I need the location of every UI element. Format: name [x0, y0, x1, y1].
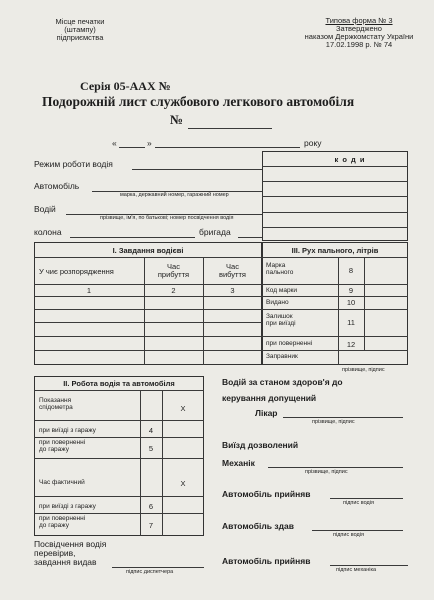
section3-title: III. Рух пального, літрів	[291, 246, 379, 255]
column-label: колона	[34, 227, 62, 237]
section1-table	[34, 242, 262, 365]
fuel-num-9: 9	[348, 286, 354, 295]
col-arrival: Час прибуття	[157, 262, 190, 279]
actual-time-x: X	[180, 479, 186, 488]
work-num-6: 6	[148, 502, 154, 511]
column-line[interactable]	[70, 237, 195, 238]
number-sign: №	[170, 112, 184, 127]
speedometer-x: X	[180, 404, 186, 413]
fuel-code-label: Код марки	[266, 287, 298, 294]
car-handed-hint: підпис водія	[333, 532, 364, 538]
car-accepted-2-line[interactable]	[330, 565, 408, 566]
waybill-number-line[interactable]	[188, 128, 272, 129]
fuel-return-label: при поверненні	[266, 340, 313, 347]
col-num-3: 3	[230, 286, 235, 295]
exit-allowed: Виїзд дозволений	[222, 440, 299, 450]
fuel-num-8: 8	[348, 266, 354, 275]
fuel-num-10: 10	[346, 298, 356, 307]
driver-mode-label: Режим роботи водія	[34, 159, 113, 169]
garage-exit-label-2: при виїзді з гаражу	[39, 503, 96, 510]
garage-return-label-2: при поверненні до гаражу	[39, 515, 86, 529]
table-row[interactable]	[34, 322, 262, 323]
car-accepted-2-label: Автомобіль прийняв	[222, 556, 311, 566]
car-accepted-label: Автомобіль прийняв	[222, 489, 311, 499]
mechanic-signature-line[interactable]	[268, 467, 403, 468]
date-month-line[interactable]	[155, 147, 300, 148]
col-num-1: 1	[86, 286, 92, 295]
fuel-num-12: 12	[346, 340, 356, 349]
work-num-7: 7	[148, 521, 154, 530]
table-row[interactable]	[34, 350, 262, 351]
brigade-line[interactable]	[238, 237, 262, 238]
car-label: Автомобіль	[34, 181, 80, 191]
doctor-hint: прізвище, підпис	[312, 419, 355, 425]
mechanic-hint: прізвище, підпис	[305, 469, 348, 475]
fuel-num-11: 11	[347, 318, 355, 327]
dispatcher-signature-line[interactable]	[112, 567, 204, 568]
driver-label: Водій	[34, 204, 56, 214]
doctor-label: Лікар	[255, 408, 278, 418]
refueler-label: Заправник	[266, 353, 298, 360]
car-handed-line[interactable]	[312, 530, 403, 531]
work-num-5: 5	[148, 444, 154, 453]
series-label: Серія 05-ААХ №	[80, 79, 171, 93]
garage-exit-label: при виїзді з гаражу	[39, 427, 96, 434]
driver-mode-line[interactable]	[132, 169, 262, 170]
stamp-place: Місце печатки (штампу) підприємства	[55, 17, 105, 42]
driver-hint: прізвище, ім'я, по батькові; номер посвідчення водія	[100, 215, 234, 221]
section1-title: І. Завдання водієві	[112, 246, 184, 255]
fuel-issued-label: Видано	[266, 299, 289, 306]
section2-title: II. Робота водія та автомобіля	[63, 379, 175, 388]
doctor-signature-line[interactable]	[283, 417, 403, 418]
dispatcher-hint: підпис диспетчера	[126, 569, 174, 575]
form-approval: Типова форма № 3 Затверджено наказом Держкомстату України 17.02.1998 р. № 74	[304, 16, 414, 49]
date-day-line[interactable]	[119, 147, 145, 148]
date-year-label: року	[304, 138, 322, 148]
license-checked: Посвідчення водія перевірив, завдання видав	[34, 539, 107, 567]
page-title: Подорожній лист службового легкового автомобіля	[42, 94, 355, 109]
col-disposal: У чиє розпорядження	[39, 267, 114, 276]
table-row[interactable]	[34, 336, 262, 337]
car-accepted-line[interactable]	[330, 498, 403, 499]
refueler-hint: прізвище, підпис	[342, 367, 385, 373]
date-quote-close: »	[147, 138, 152, 148]
work-num-4: 4	[148, 426, 154, 435]
brigade-label: бригада	[199, 227, 231, 237]
fuel-brand-label: Марка пального	[266, 262, 294, 276]
health-admitted: Водій за станом здоров'я до керування допущений	[222, 377, 343, 404]
car-hint: марка, державний номер, гаражний номер	[120, 192, 229, 198]
table-row[interactable]	[34, 309, 262, 310]
car-accepted-hint: підпис водія	[343, 500, 374, 506]
garage-return-label: при поверненні до гаражу	[39, 439, 86, 453]
codes-label: к о д и	[334, 155, 366, 164]
actual-time-label: Час фактичний	[39, 479, 85, 486]
fuel-remain-label: Залишок при виїзді	[266, 313, 296, 327]
col-num-2: 2	[171, 286, 176, 295]
car-accepted-2-hint: підпис механіка	[336, 567, 377, 573]
mechanic-label: Механік	[222, 458, 255, 468]
col-departure: Час вибуття	[219, 262, 246, 279]
car-handed-label: Автомобіль здав	[222, 521, 294, 531]
date-quote-open: «	[112, 138, 117, 148]
speedometer-label: Показання спідометра	[39, 397, 73, 411]
